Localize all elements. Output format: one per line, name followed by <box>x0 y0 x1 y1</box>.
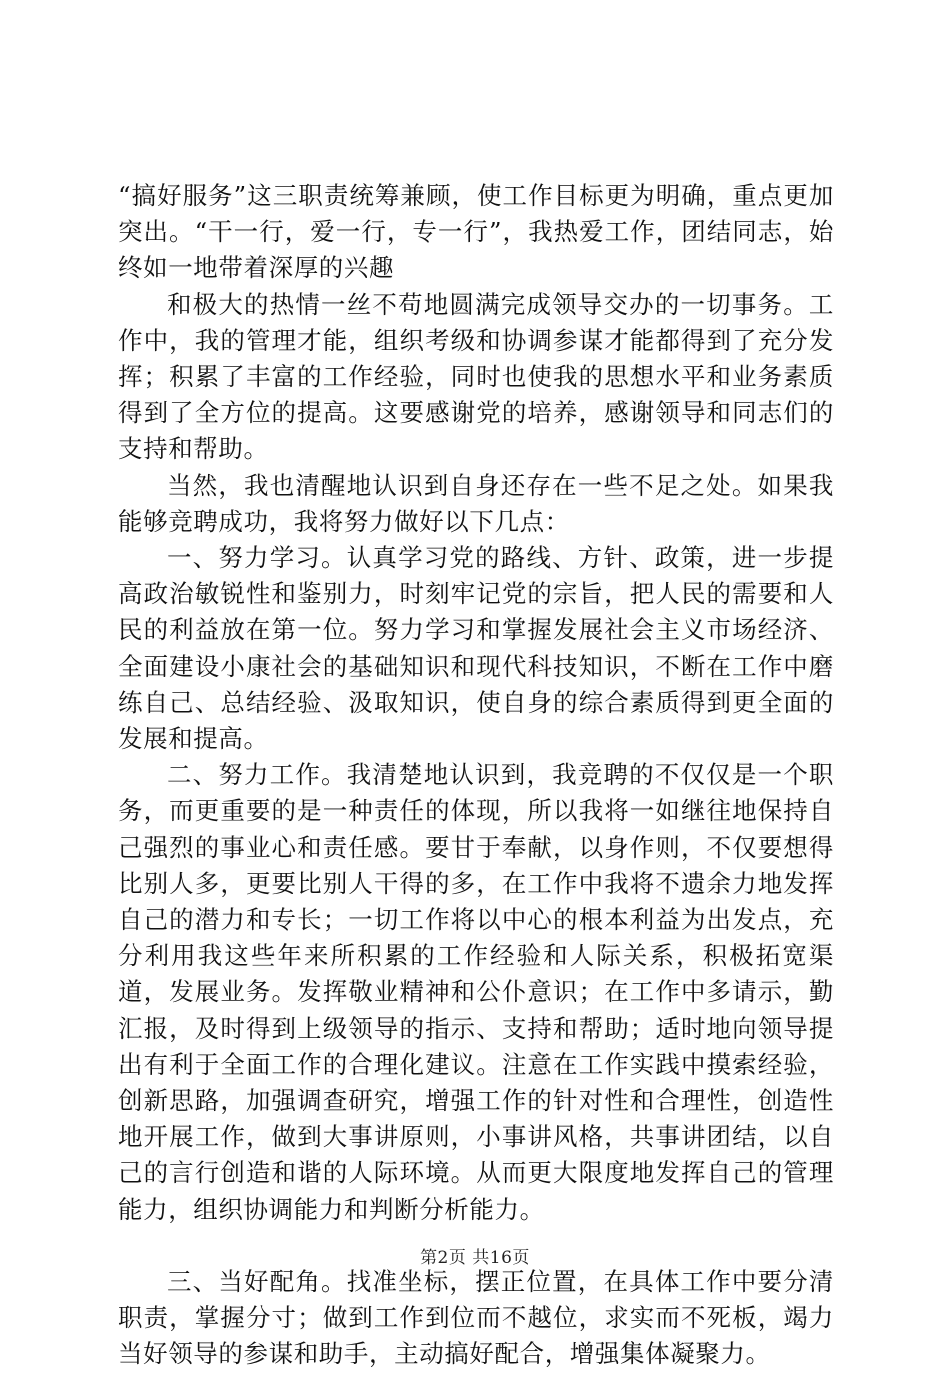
paragraph-work-attitude: 和极大的热情一丝不苟地圆满完成领导交办的一切事务。工作中，我的管理才能，组织考级和协调参谋才能都得到了充分发挥；积累了丰富的工作经验，同时也使我的思想水平和业务素质得到了全方位的提高。这要感谢党的培养，感谢领导和同志们的支持和帮助。 <box>118 289 834 464</box>
paragraph-continuation: “搞好服务”这三职责统筹兼顾，使工作目标更为明确，重点更加突出。“干一行，爱一行，专一行”，我热爱工作，团结同志，始终如一地带着深厚的兴趣 <box>118 181 834 283</box>
paragraph-point-support-role: 三、当好配角。找准坐标，摆正位置，在具体工作中要分清职责，掌握分寸；做到工作到位而不越位，求实而不死板，竭力当好领导的参谋和助手，主动搞好配合，增强集体凝聚力。 <box>118 1266 834 1369</box>
page-number-footer: 第2页 共16页 <box>420 1248 530 1268</box>
paragraph-shortcomings: 当然，我也清醒地认识到自身还存在一些不足之处。如果我能够竞聘成功，我将努力做好以下几点： <box>118 470 834 536</box>
paragraph-point-study: 一、努力学习。认真学习党的路线、方针、政策，进一步提高政治敏锐性和鉴别力，时刻牢记党的宗旨，把人民的需要和人民的利益放在第一位。努力学习和掌握发展社会主义市场经济、全面建设小康社会的基础知识和现代科技知识，不断在工作中磨练自己、总结经验、汲取知识，使自身的综合素质得到更全面的发展和提高。 <box>118 543 834 754</box>
paragraph-point-work: 二、努力工作。我清楚地认识到，我竞聘的不仅仅是一个职务，而更重要的是一种责任的体现，所以我将一如继往地保持自己强烈的事业心和责任感。要甘于奉献，以身作则，不仅要想得比别人多，更要比别人干得的多，在工作中我将不遗余力地发挥自己的潜力和专长；一切工作将以中心的根本利益为出发点，充分利用我这些年来所积累的工作经验和人际关系，积极拓宽渠道，发展业务。发挥敬业精神和公仆意识；在工作中多请示，勤汇报，及时得到上级领导的指示、支持和帮助；适时地向领导提出有利于全面工作的合理化建议。注意在工作实践中摸索经验，创新思路，加强调查研究，增强工作的针对性和合理性，创造性地开展工作，做到大事讲原则，小事讲风格，共事讲团结，以自己的言行创造和谐的人际环境。从而更大限度地发挥自己的管理能力，组织协调能力和判断分析能力。 <box>118 760 834 1224</box>
document-body <box>118 178 834 1373</box>
